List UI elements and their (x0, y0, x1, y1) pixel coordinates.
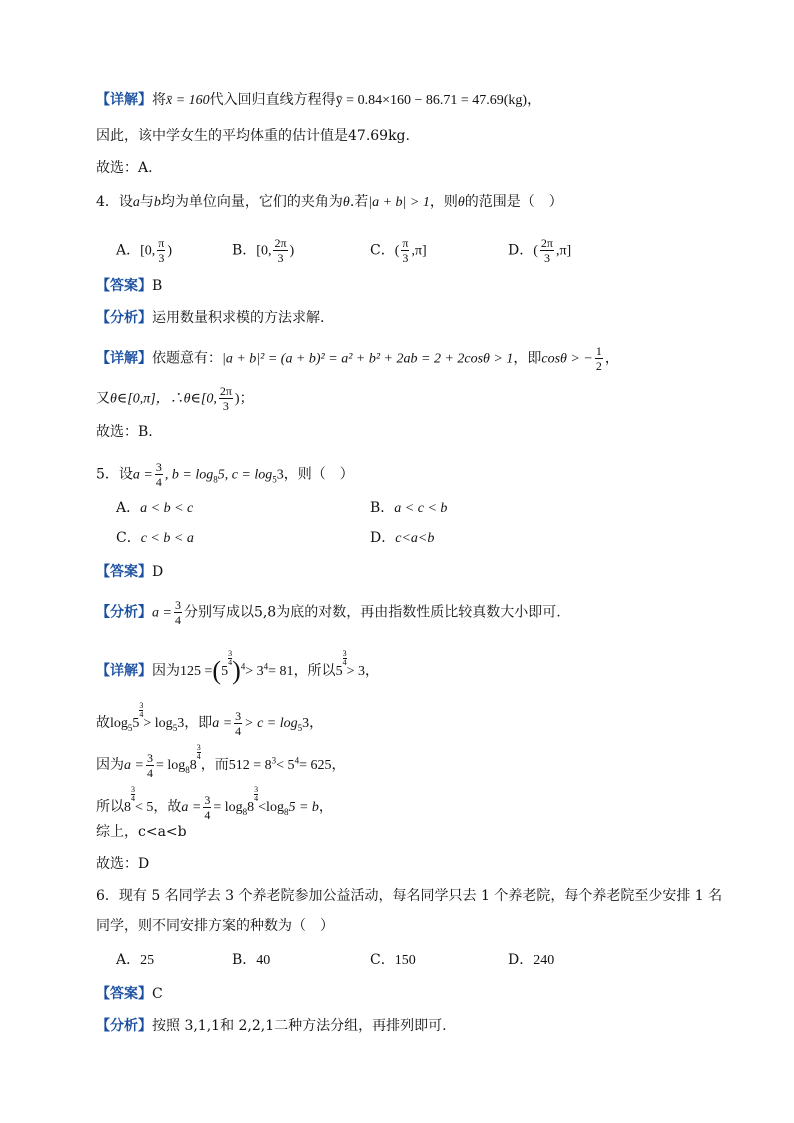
paren-open: ( (212, 656, 222, 685)
subscript: 8 (283, 806, 289, 817)
q5-answer (96, 562, 163, 582)
theta: θ (457, 195, 465, 210)
fraction (155, 460, 163, 489)
math: log (110, 716, 128, 731)
math: 5, c = log (217, 467, 273, 483)
numerator: 3 (139, 701, 144, 710)
exponent: 4 (263, 661, 269, 672)
numerator: 3 (155, 460, 162, 474)
denominator: 4 (228, 658, 233, 667)
text: 依题意有： (152, 350, 222, 367)
q4-detail (96, 344, 619, 373)
vector-b: b (153, 195, 161, 210)
option-label: D． (370, 530, 396, 546)
numerator: 2π (274, 236, 287, 250)
q5-detail-line3 (96, 744, 345, 780)
subscript: 5 (272, 474, 277, 485)
text: 故 (96, 715, 110, 731)
text: 因为 (152, 663, 180, 679)
text: 的范围是（ ） (464, 194, 563, 210)
text: 与 (139, 194, 154, 210)
math: 3 (276, 467, 284, 483)
subscript: 8 (213, 474, 218, 485)
option-label: B． (370, 500, 395, 516)
q4-option-d (508, 236, 571, 265)
fraction (540, 236, 554, 265)
fraction (203, 793, 211, 822)
math: = 625 (299, 758, 332, 773)
math: = log (213, 800, 243, 815)
subscript: 8 (185, 764, 190, 775)
numerator: 3 (228, 649, 233, 658)
numerator: 2π (540, 236, 553, 250)
fraction-half (595, 344, 603, 373)
math: 5 (221, 664, 229, 679)
math: 8 (124, 800, 131, 815)
math: = 81 (268, 664, 294, 679)
math: 8 (247, 800, 255, 815)
math: a = (124, 758, 144, 773)
numerator: 1 (595, 344, 602, 358)
option-label: D． (508, 952, 534, 968)
exponent: 4 (294, 755, 300, 766)
option-label: B． (232, 242, 257, 259)
math: 3 (177, 716, 185, 731)
math: 125 = (180, 664, 213, 679)
denominator: 4 (139, 710, 144, 719)
fraction (401, 236, 409, 265)
math: > 3 (346, 664, 365, 679)
bracket: ,π] (411, 243, 427, 259)
option-label: A． (116, 952, 141, 968)
denominator: 4 (204, 807, 211, 822)
denominator: 3 (543, 251, 550, 265)
subscript: 5 (172, 722, 178, 733)
math: 512 = 8 (228, 758, 272, 773)
math: 5 = b (288, 800, 319, 815)
text: 所以 (96, 799, 124, 815)
text: 4．设 (96, 194, 133, 210)
option-label: A． (116, 500, 141, 516)
option-text: 240 (533, 953, 555, 968)
text: 因为 (96, 757, 124, 773)
option-label: C． (116, 530, 141, 546)
q4-detail-line2 (96, 384, 254, 413)
q4-analysis (96, 308, 324, 328)
math: a = (181, 800, 202, 815)
q5-detail-line1 (96, 649, 379, 685)
option-label: A． (116, 242, 141, 259)
text: ， (527, 92, 542, 108)
denominator: 3 (158, 251, 165, 265)
text: 又 (96, 390, 110, 407)
math: a = (152, 605, 172, 621)
math: 3， (302, 716, 324, 731)
analysis-tag: 【分析】 (96, 310, 152, 326)
denominator: 3 (277, 251, 284, 265)
detail-tag: 【详解】 (96, 350, 152, 367)
detail-tag: 【详解】 (96, 92, 152, 108)
text: ， (604, 350, 619, 367)
numerator: π (402, 236, 409, 250)
q6-option-a (116, 950, 154, 971)
math-expression: |a + b|² = (a + b)² = a² + b² + 2ab = 2 + 2cosθ > 1 (222, 351, 514, 367)
text: 均为单位向量，它们的夹角为 (160, 194, 343, 210)
numerator: 3 (131, 785, 135, 794)
text: ，所以 (293, 663, 336, 679)
bracket: ,π] (555, 243, 572, 259)
q4-answer (96, 276, 162, 296)
numerator: 3 (235, 708, 242, 723)
text: 代入回归直线方程得 (209, 92, 336, 108)
denominator: 4 (235, 723, 242, 738)
bracket: ( (533, 243, 538, 259)
text: ，则 (429, 194, 458, 210)
numerator: 3 (196, 743, 201, 752)
fraction (146, 751, 154, 780)
numerator: 3 (342, 649, 347, 658)
option-text: 25 (140, 953, 155, 968)
q5-option-d (370, 528, 434, 549)
math-y-bar: ȳ = 0.84×160 − 86.71 = 47.69(kg) (335, 93, 528, 108)
text: ， (364, 663, 379, 679)
math: = log (155, 758, 186, 773)
math: < 5 (135, 800, 154, 815)
q5-option-b (370, 498, 447, 519)
q6-answer (96, 984, 163, 1004)
option-text: c<a<b (395, 531, 435, 546)
q4-option-a (116, 236, 172, 265)
q6-analysis (96, 1016, 447, 1036)
denominator: 4 (254, 794, 259, 803)
subscript: 5 (127, 722, 133, 733)
q5-detail-line4 (96, 786, 333, 822)
math: 5 (335, 664, 343, 679)
q3-conclusion: 因此，该中学女生的平均体重的估计值是47.69kg. (96, 128, 410, 144)
bracket: [0, (256, 243, 272, 259)
option-label: D． (508, 242, 534, 259)
answer-value: B (152, 278, 163, 294)
fraction (219, 384, 233, 413)
q4-option-c (370, 236, 427, 265)
q6-stem-line1: 6．现有 5 名同学去 3 个养老院参加公益活动，每名同学只去 1 个养老院，每个养老院至少安排 1 名 (96, 888, 723, 904)
option-text: a < c < b (394, 501, 448, 516)
bracket: [0, (140, 243, 156, 259)
math: , b = log (164, 467, 214, 483)
q5-choose: 故选：D (96, 856, 150, 872)
denominator: 4 (196, 752, 201, 761)
bracket: ( (394, 243, 400, 259)
math: < 5 (276, 758, 295, 773)
denominator: 4 (342, 658, 347, 667)
numerator: 3 (174, 598, 181, 612)
q5-analysis (96, 598, 561, 627)
math-abs: |a + b| > 1 (368, 195, 430, 210)
q3-detail-line (96, 90, 541, 111)
analysis-text: 按照 3,1,1和 2,2,1二种方法分组，再排列即可. (152, 1018, 447, 1034)
exponent: 3 (271, 755, 277, 766)
answer-value: D (152, 564, 164, 580)
option-text: 40 (256, 953, 271, 968)
option-label: C． (370, 952, 395, 968)
q4-choose: 故选：B. (96, 424, 153, 440)
text: 5．设 (96, 466, 133, 483)
fraction (273, 236, 287, 265)
math: 8 (189, 758, 197, 773)
q5-detail-line2 (96, 702, 323, 738)
q5-option-c (116, 528, 194, 549)
numerator: π (158, 236, 165, 250)
text: ， (331, 757, 346, 773)
text: ，即 (513, 350, 542, 367)
q4-stem (96, 192, 563, 213)
answer-tag: 【答案】 (96, 278, 152, 294)
denominator: 3 (402, 251, 409, 265)
subscript: 8 (242, 806, 248, 817)
analysis-tag: 【分析】 (96, 604, 152, 621)
subscript: 5 (297, 722, 303, 733)
numerator: 3 (254, 785, 259, 794)
answer-value: C (152, 986, 163, 1002)
q5-option-a (116, 498, 193, 519)
denominator: 2 (595, 359, 602, 373)
math: a = (212, 716, 233, 731)
denominator: 4 (174, 613, 181, 627)
text: 将 (152, 92, 166, 108)
q6-option-b (232, 950, 270, 971)
math: > log (143, 716, 173, 731)
q6-stem-line2: 同学，则不同安排方案的种数为（ ） (96, 918, 334, 934)
q3-choose: 故选：A. (96, 160, 153, 176)
numerator: 3 (146, 750, 153, 765)
q5-summary: 综上，c<a<b (96, 824, 187, 840)
text: ，则（ ） (283, 466, 354, 483)
theta: θ (342, 195, 350, 210)
option-text: a < b < c (140, 501, 194, 516)
denominator: 3 (222, 399, 229, 413)
text: )； (234, 391, 254, 407)
fraction (174, 598, 182, 627)
text: ，而 (200, 757, 229, 773)
text: ， (318, 799, 333, 815)
fraction (234, 709, 242, 738)
bracket: ) (289, 243, 295, 259)
denominator: 4 (146, 765, 153, 780)
paren-close: ) (232, 656, 241, 685)
text: ，即 (184, 715, 213, 731)
q6-option-d (508, 950, 554, 971)
answer-tag: 【答案】 (96, 564, 152, 580)
denominator: 4 (131, 794, 135, 803)
text: ，故 (153, 799, 182, 815)
analysis-text: 运用数量积求模的方法求解. (152, 310, 325, 326)
option-text: c < b < a (140, 531, 194, 546)
answer-tag: 【答案】 (96, 986, 152, 1002)
analysis-tag: 【分析】 (96, 1018, 152, 1034)
analysis-text: 分别写成以5,8为底的对数，再由指数性质比较真数大小即可. (183, 604, 561, 621)
math: > 3 (245, 664, 264, 679)
text: .若 (349, 194, 369, 210)
exponent: 4 (240, 661, 246, 672)
q5-stem (96, 460, 354, 489)
math: 5 (132, 716, 140, 731)
option-text: 150 (394, 953, 416, 968)
math: a = (132, 467, 153, 483)
denominator: 4 (155, 475, 162, 489)
math: <log (258, 800, 284, 815)
fraction (157, 236, 165, 265)
math-x-bar: x̄ = 160 (166, 93, 210, 108)
math-expression: θ∈[0,π]，∴θ∈[0, (110, 391, 217, 407)
option-label: C． (370, 242, 395, 259)
math: > c = log (244, 716, 298, 731)
math-expression: cosθ > − (541, 351, 593, 367)
numerator: 3 (204, 792, 211, 807)
vector-a: a (132, 195, 140, 210)
bracket: ) (167, 243, 173, 259)
q6-option-c (370, 950, 416, 971)
detail-tag: 【详解】 (96, 663, 152, 679)
q4-option-b (232, 236, 294, 265)
option-label: B． (232, 952, 257, 968)
numerator: 2π (219, 384, 232, 398)
